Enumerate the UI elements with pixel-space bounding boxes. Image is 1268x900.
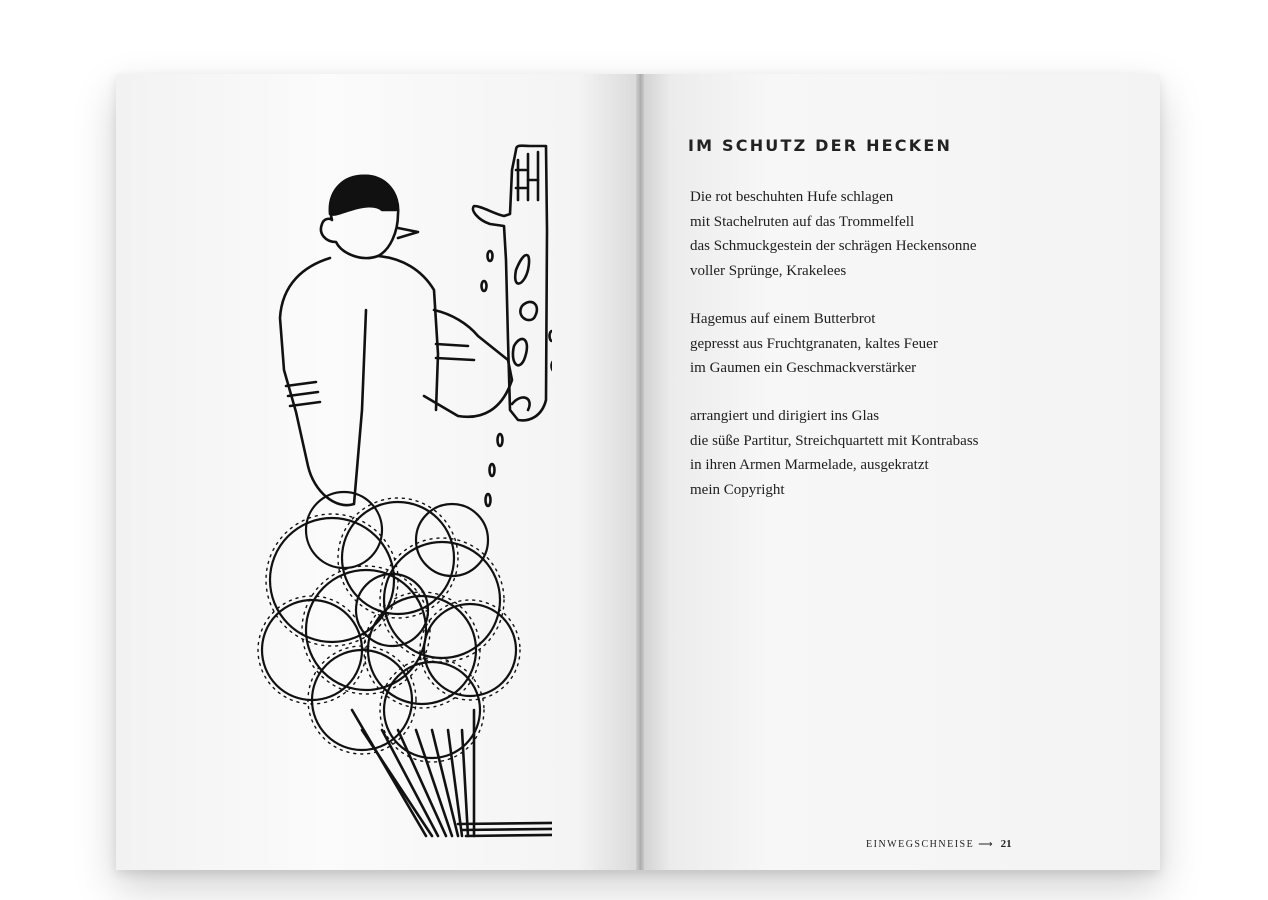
page-number: 21: [1000, 838, 1012, 850]
poem-line: arrangiert und dirigiert ins Glas: [690, 408, 880, 424]
poem-line: mein Copyright: [690, 481, 785, 498]
poem-title: IM SCHUTZ DER HECKEN: [688, 136, 953, 155]
book-gutter: [636, 74, 644, 870]
hedge-figure-illustration: [212, 110, 552, 842]
poem-line: mit Stachelruten auf das Trommelfell: [690, 213, 915, 230]
running-title: EINWEGSCHNEISE: [866, 838, 975, 850]
poem-line: Die rot beschuhten Hufe schlagen: [690, 189, 894, 205]
open-book: [116, 74, 1160, 870]
stanza-3: [690, 404, 979, 502]
poem-line: Hagemus auf einem Butterbrot: [690, 311, 876, 327]
page-footer: [866, 838, 1012, 850]
poem-line: gepresst aus Fruchtgranaten, kaltes Feuer: [690, 335, 938, 352]
poem-line: das Schmuckgestein der schrägen Heckensonne: [690, 238, 977, 254]
poem-line: die süße Partitur, Streichquartett mit Kontrabass: [690, 432, 979, 449]
arrow-icon: ⟶: [978, 838, 993, 850]
poem-line: im Gaumen ein Geschmackverstärker: [690, 360, 917, 376]
poem-line: voller Sprünge, Krakelees: [690, 262, 847, 279]
left-page: [116, 74, 640, 870]
stanza-2: [690, 307, 938, 381]
poem-line: in ihren Armen Marmelade, ausgekratzt: [690, 457, 929, 473]
stanza-1: [690, 185, 977, 283]
